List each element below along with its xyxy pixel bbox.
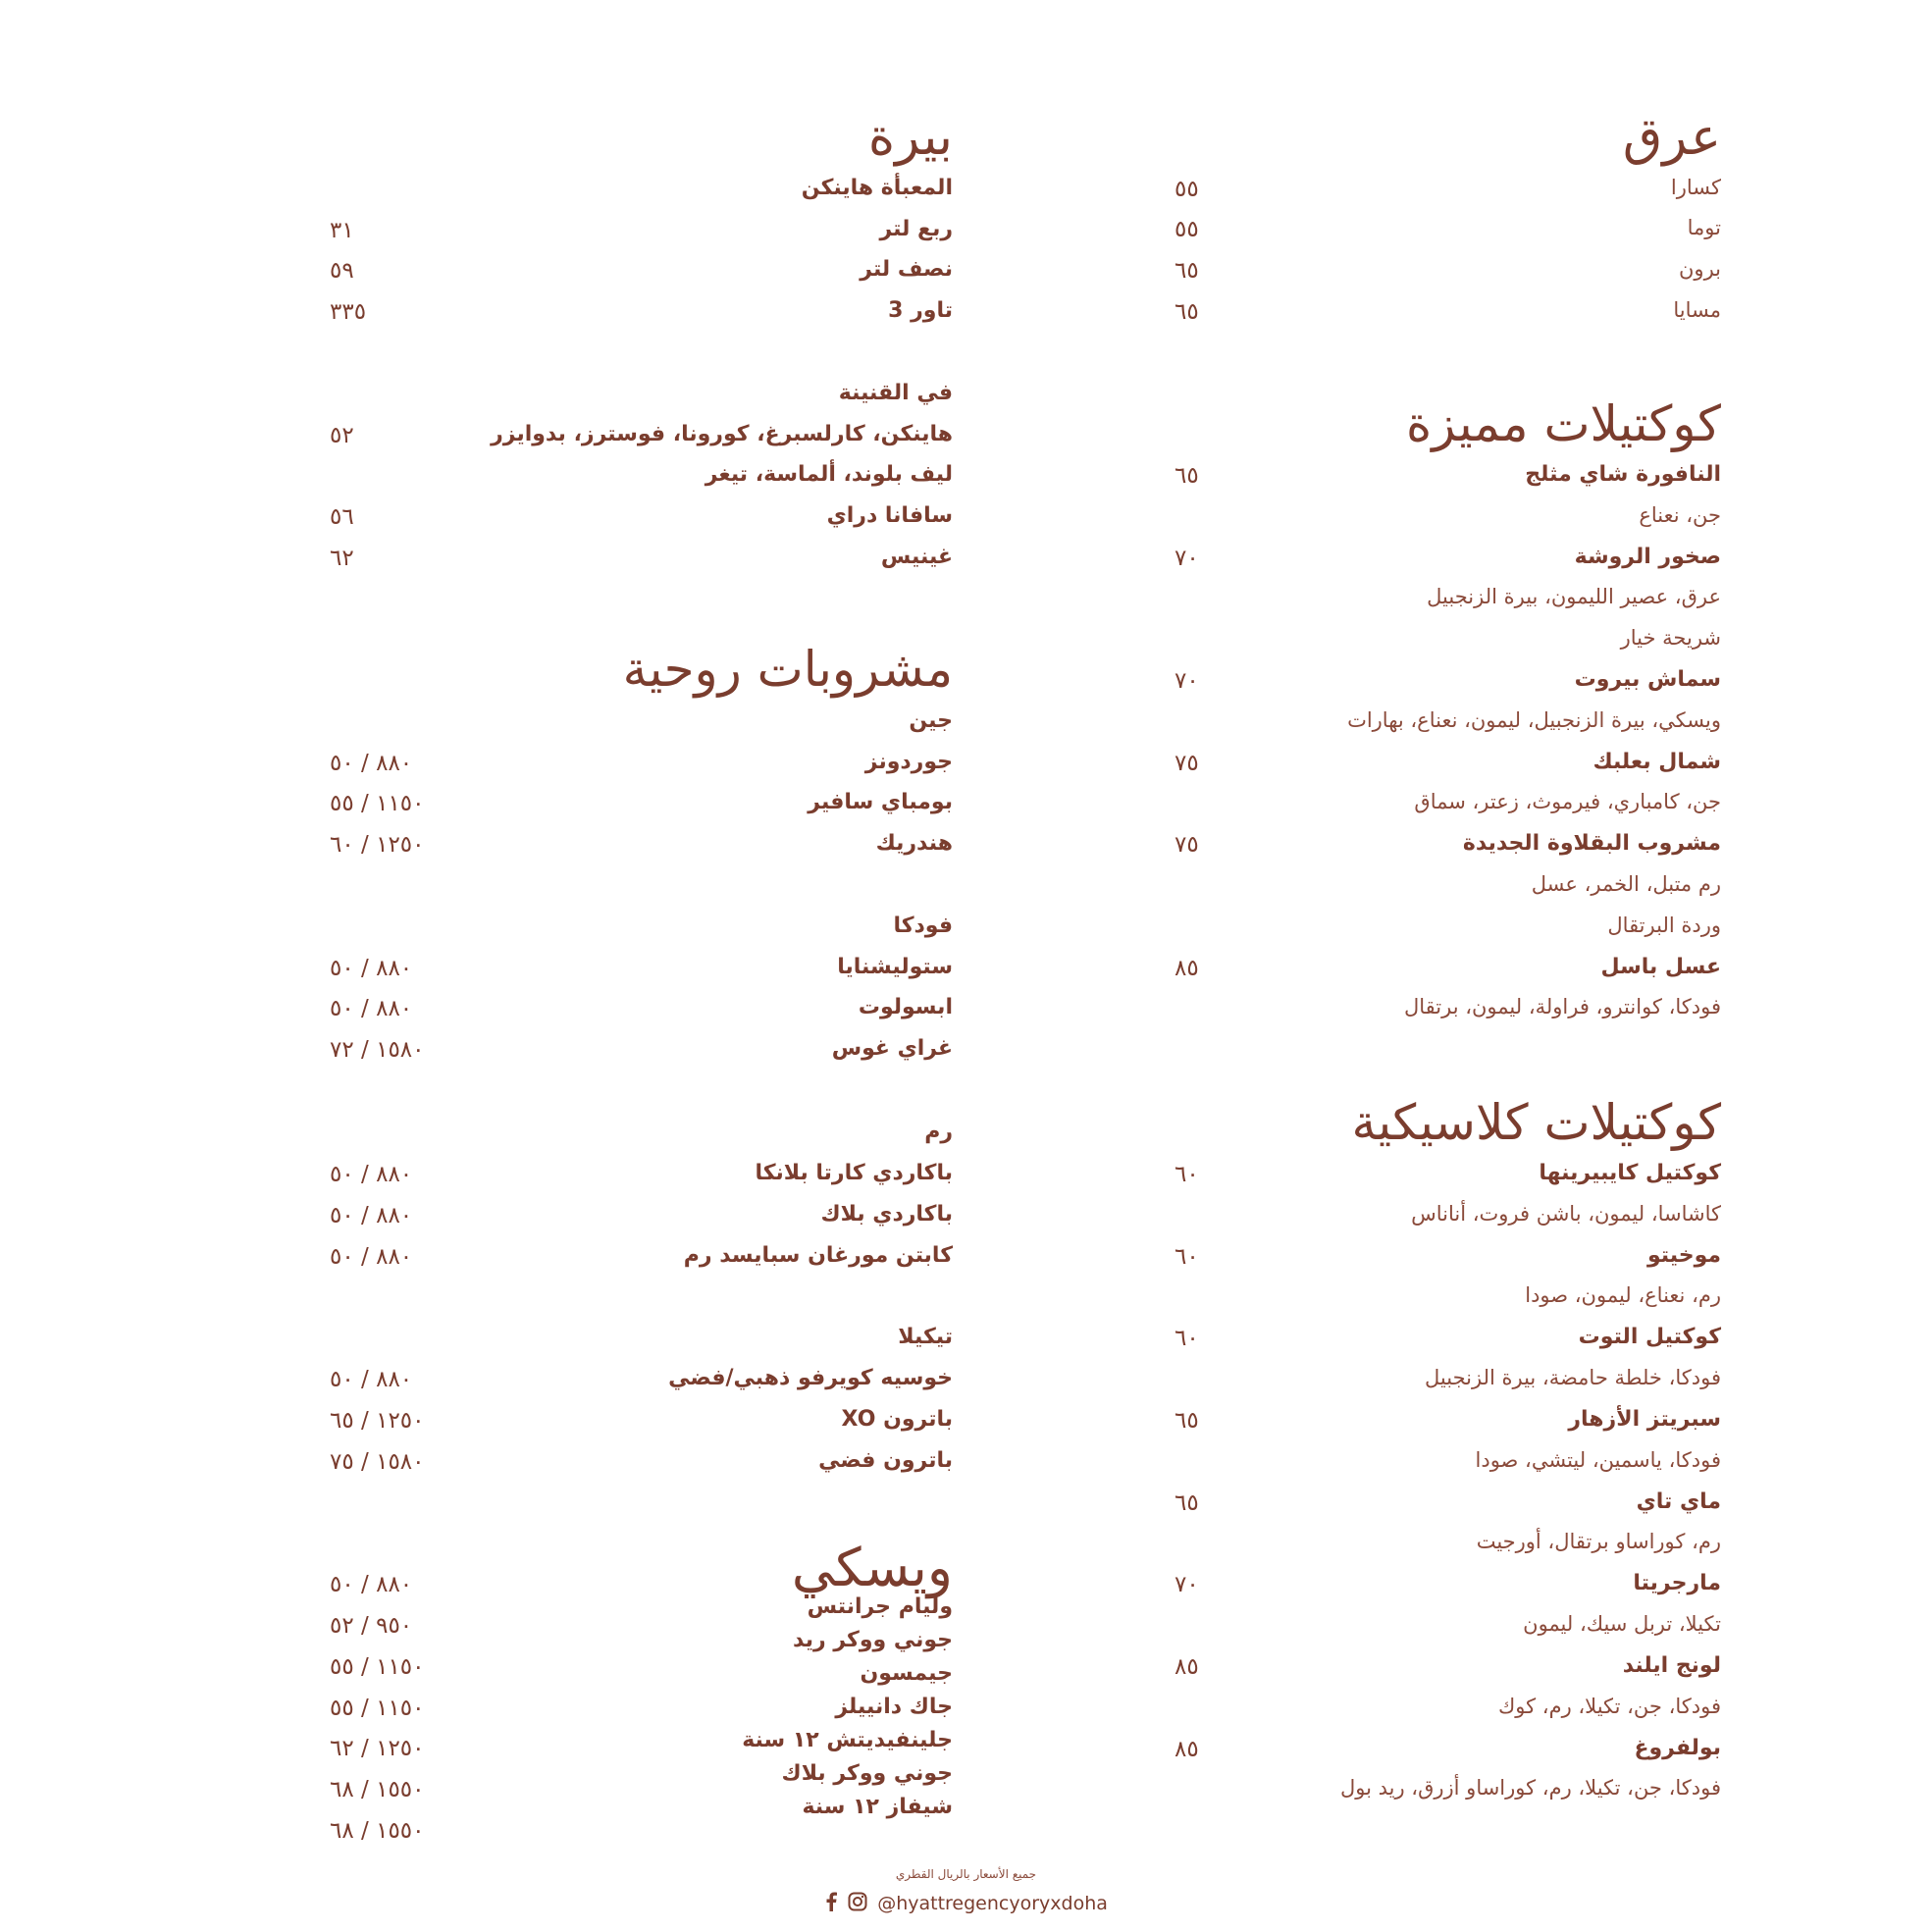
menu-item-description: كاشاسا، ليمون، باشن فروت، أناناس bbox=[1411, 1202, 1721, 1226]
section-title-whisky: ويسكي bbox=[791, 1537, 953, 1598]
menu-item-description: فودكا، ياسمين، ليتشي، صودا bbox=[1475, 1448, 1721, 1472]
menu-item-description: فودكا، خلطة حامضة، بيرة الزنجبيل bbox=[1425, 1366, 1721, 1389]
subsection-label: جين bbox=[909, 708, 953, 733]
menu-item-price: ٩٥٠ / ٥٢ bbox=[330, 1613, 413, 1639]
menu-item-name: جلينفيديتش ١٢ سنة bbox=[742, 1728, 953, 1752]
menu-item-name: كوكتيل التوت bbox=[1578, 1325, 1721, 1349]
menu-item-price: ٦٥ bbox=[1175, 299, 1199, 325]
menu-item-price: ٦٠ bbox=[1175, 1162, 1199, 1187]
menu-item-name: باكاردي بلاك bbox=[820, 1202, 953, 1227]
menu-item-name: مسايا bbox=[1673, 298, 1721, 322]
menu-item-price: ٨٨٠ / ٥٠ bbox=[330, 751, 413, 776]
menu-item-name: لونج ايلند bbox=[1622, 1653, 1721, 1678]
menu-item-price: ٦٥ bbox=[1175, 463, 1199, 489]
menu-item-description: تكيلا، تربل سيك، ليمون bbox=[1523, 1612, 1721, 1636]
menu-item-price: ٨٨٠ / ٥٠ bbox=[330, 1203, 413, 1228]
currency-note: جميع الأسعار بالريال القطري bbox=[895, 1867, 1037, 1881]
menu-item-name: تاور 3 bbox=[888, 298, 953, 323]
menu-item-name: توما bbox=[1687, 216, 1721, 239]
menu-item-name: شمال بعلبك bbox=[1593, 750, 1721, 774]
menu-item-price: ٥٥ bbox=[1175, 217, 1199, 242]
section-title-spirits: مشروبات روحية bbox=[622, 641, 953, 698]
menu-item-description: رم، نعناع، ليمون، صودا bbox=[1525, 1283, 1721, 1307]
menu-item-name: بولفروغ bbox=[1634, 1736, 1721, 1760]
menu-item-name: جاك دانييلز bbox=[835, 1695, 953, 1719]
menu-item-name: وليام جرانتس bbox=[807, 1594, 953, 1619]
subsection-label: فودكا bbox=[893, 914, 953, 938]
menu-item-price: ٣٣٥ bbox=[330, 299, 367, 325]
menu-item-description: ويسكي، بيرة الزنجبيل، ليمون، نعناع، بهارات bbox=[1347, 708, 1721, 732]
menu-item-price: ٨٥ bbox=[1175, 1737, 1199, 1762]
menu-item-price: ١٥٨٠ / ٧٢ bbox=[330, 1037, 425, 1063]
menu-item-price: ٧٠ bbox=[1175, 546, 1199, 571]
menu-item-name: خوسيه كويرفو ذهبي/فضي bbox=[668, 1366, 953, 1390]
social-handle-row bbox=[0, 1892, 1932, 1916]
menu-item-price: ١٥٨٠ / ٧٥ bbox=[330, 1449, 425, 1475]
menu-item-name: باترون XO bbox=[841, 1407, 953, 1432]
menu-item-description: فودكا، كوانترو، فراولة، ليمون، برتقال bbox=[1404, 995, 1721, 1018]
menu-item-name: غراي غوس bbox=[831, 1036, 953, 1061]
subsection-label: المعبأة هاينكن bbox=[801, 176, 953, 200]
menu-item-name: مشروب البقلاوة الجديدة bbox=[1462, 831, 1721, 856]
menu-item-description: رم متبل، الخمر، عسل bbox=[1531, 872, 1721, 896]
menu-item-description: فودكا، جن، تكيلا، رم، كوراساو أزرق، ريد بول bbox=[1340, 1776, 1721, 1800]
menu-item-name: بومباي سافير bbox=[808, 790, 953, 814]
menu-item-price: ٦٥ bbox=[1175, 1490, 1199, 1516]
menu-item-description: شريحة خيار bbox=[1620, 626, 1721, 650]
menu-item-price: ٧٠ bbox=[1175, 668, 1199, 694]
menu-item-name: جوني ووكر بلاك bbox=[781, 1761, 953, 1786]
menu-item-price: ١١٥٠ / ٥٥ bbox=[330, 1696, 425, 1721]
menu-item-price: ٦٥ bbox=[1175, 258, 1199, 284]
menu-item-name: النافورة شاي مثلج bbox=[1525, 462, 1721, 487]
facebook-icon[interactable] bbox=[824, 1892, 838, 1916]
instagram-icon[interactable] bbox=[848, 1892, 867, 1916]
social-handle[interactable]: @hyattregencyoryxdoha bbox=[877, 1893, 1108, 1914]
menu-item-price: ٨٨٠ / ٥٠ bbox=[330, 1367, 413, 1392]
menu-item-description: وردة البرتقال bbox=[1607, 914, 1721, 937]
menu-item-price: ٦٠ bbox=[1175, 1326, 1199, 1351]
menu-item-price: ٨٨٠ / ٥٠ bbox=[330, 956, 413, 981]
menu-item-name: جيمسون bbox=[860, 1661, 953, 1686]
menu-item-price: ٥٥ bbox=[1175, 177, 1199, 202]
menu-item-name: موخيتو bbox=[1646, 1243, 1721, 1268]
menu-item-price: ١٥٥٠ / ٦٨ bbox=[330, 1818, 425, 1844]
subsection-label: في القنينة bbox=[838, 381, 953, 405]
menu-item-name: هندريك bbox=[875, 831, 953, 856]
menu-item-price: ٥٦ bbox=[330, 504, 354, 530]
menu-item-name: باترون فضي bbox=[818, 1448, 953, 1473]
menu-item-name: كابتن مورغان سبايسد رم bbox=[683, 1243, 953, 1268]
menu-item-price: ١٢٥٠ / ٦٢ bbox=[330, 1736, 425, 1761]
menu-item-name: ماي تاي bbox=[1636, 1489, 1721, 1514]
menu-item-name: شيفاز ١٢ سنة bbox=[802, 1795, 953, 1819]
menu-item-price: ٧٥ bbox=[1175, 751, 1199, 776]
menu-item-price: ٧٠ bbox=[1175, 1572, 1199, 1597]
menu-item-price: ٦٠ bbox=[1175, 1244, 1199, 1270]
menu-item-price: ٥٩ bbox=[330, 258, 354, 284]
menu-item-name: كسارا bbox=[1670, 176, 1721, 199]
menu-item-name: نصف لتر bbox=[860, 257, 953, 282]
menu-item-name: هاينكن، كارلسبرغ، كورونا، فوسترز، بدوايزر bbox=[491, 422, 953, 446]
menu-item-name: سماش بيروت bbox=[1574, 667, 1721, 692]
menu-item-name: ستوليشنايا bbox=[837, 955, 953, 979]
menu-item-name: ربع لتر bbox=[879, 217, 953, 241]
menu-item-description: عرق، عصير الليمون، بيرة الزنجبيل bbox=[1427, 585, 1721, 608]
menu-item-price: ١٥٥٠ / ٦٨ bbox=[330, 1777, 425, 1802]
menu-item-description: رم، كوراساو برتقال، أورجيت bbox=[1476, 1530, 1721, 1553]
menu-item-name: ليف بلوند، ألماسة، تيغر bbox=[705, 462, 953, 487]
menu-item-name: صخور الروشة bbox=[1574, 545, 1721, 569]
menu-item-name: برون bbox=[1679, 257, 1721, 281]
menu-item-name: مارجريتا bbox=[1633, 1571, 1721, 1595]
menu-item-price: ١٢٥٠ / ٦٥ bbox=[330, 1408, 425, 1434]
menu-item-description: فودكا، جن، تكيلا، رم، كوك bbox=[1497, 1695, 1721, 1718]
section-title-classic: كوكتيلات كلاسيكية bbox=[1351, 1094, 1721, 1151]
menu-item-price: ٨٨٠ / ٥٠ bbox=[330, 1162, 413, 1187]
menu-item-description: جن، نعناع bbox=[1639, 503, 1721, 527]
section-title-signature: كوكتيلات مميزة bbox=[1406, 395, 1721, 452]
menu-item-description: جن، كامباري، فيرموث، زعتر، سماق bbox=[1414, 790, 1721, 813]
subsection-label: رم bbox=[924, 1120, 953, 1144]
menu-item-price: ٦٢ bbox=[330, 546, 354, 571]
subsection-label: تيكيلا bbox=[898, 1325, 953, 1349]
menu-item-name: سبريتز الأزهار bbox=[1568, 1407, 1721, 1432]
menu-item-price: ١١٥٠ / ٥٥ bbox=[330, 791, 425, 816]
menu-item-price: ٨٨٠ / ٥٠ bbox=[330, 1572, 413, 1597]
menu-item-price: ١٢٥٠ / ٦٠ bbox=[330, 832, 425, 858]
menu-item-price: ٨٥ bbox=[1175, 1654, 1199, 1680]
menu-item-name: سافانا دراي bbox=[826, 503, 953, 528]
menu-item-price: ٨٨٠ / ٥٠ bbox=[330, 1244, 413, 1270]
section-title-arak: عرق bbox=[1622, 108, 1721, 167]
menu-item-name: كوكتيل كايبيرينها bbox=[1539, 1161, 1721, 1185]
section-title-beer: بيرة bbox=[867, 108, 953, 167]
menu-item-price: ٨٥ bbox=[1175, 956, 1199, 981]
menu-item-name: جوني ووكر ريد bbox=[793, 1628, 953, 1652]
menu-item-name: جوردونز bbox=[864, 750, 953, 774]
menu-item-price: ٧٥ bbox=[1175, 832, 1199, 858]
menu-item-name: غينيس bbox=[880, 545, 953, 569]
menu-item-price: ٣١ bbox=[330, 218, 354, 243]
menu-item-price: ٨٨٠ / ٥٠ bbox=[330, 996, 413, 1021]
menu-item-price: ٦٥ bbox=[1175, 1408, 1199, 1434]
menu-item-name: ابسولوت bbox=[858, 995, 953, 1019]
menu-item-name: عسل باسل bbox=[1600, 955, 1721, 979]
menu-item-name: باكاردي كارتا بلانكا bbox=[755, 1161, 953, 1185]
menu-item-price: ٥٢ bbox=[330, 423, 354, 448]
menu-item-price: ١١٥٠ / ٥٥ bbox=[330, 1654, 425, 1680]
